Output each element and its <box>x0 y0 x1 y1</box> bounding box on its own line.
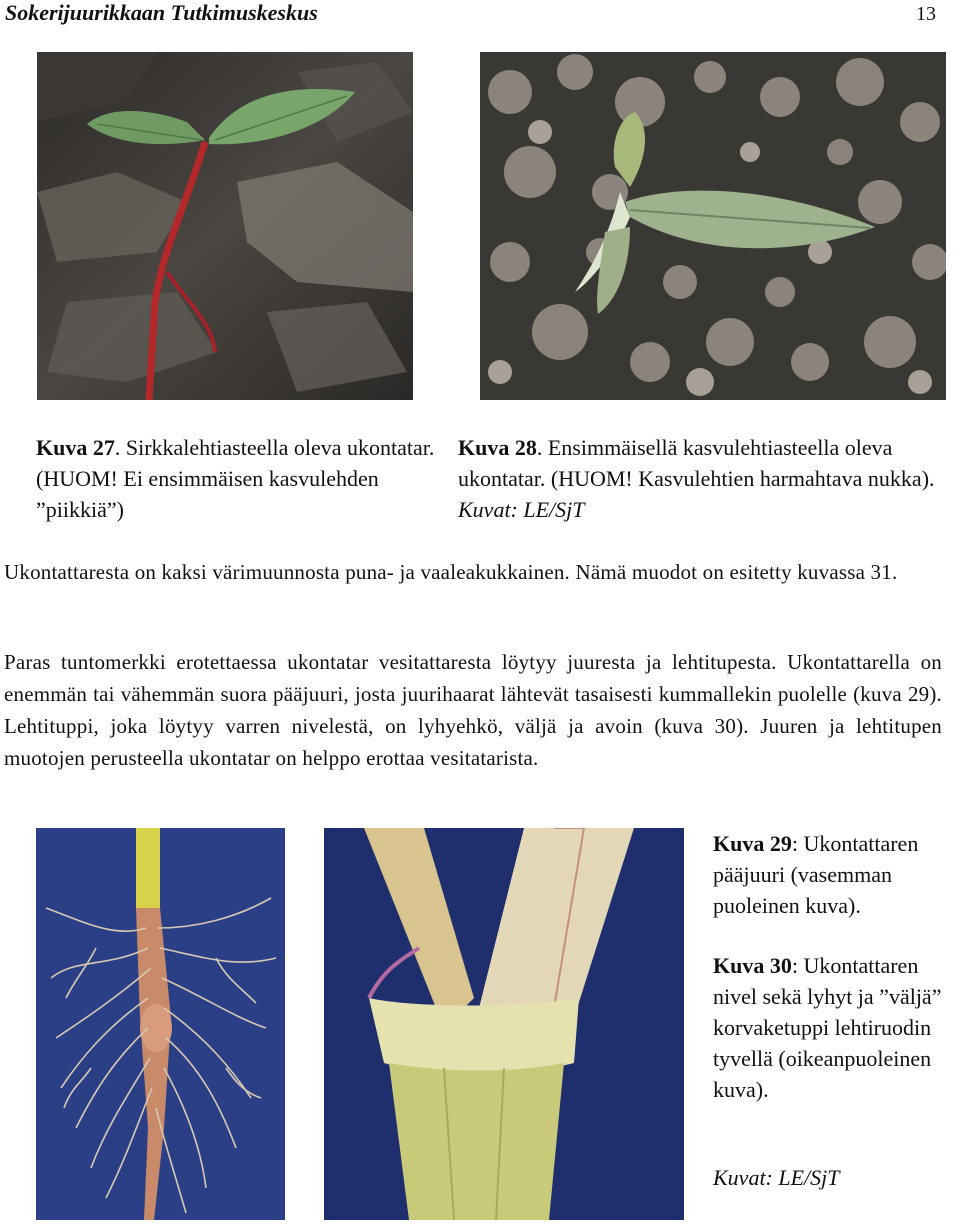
caption-kuva-27-text: . Sirkkalehtiasteella oleva ukontatar. (HUOM! Ei ensimmäisen kasvulehden ”piikkiä”) <box>36 435 435 522</box>
caption-kuva-28-credit: Kuvat: LE/SjT <box>458 497 585 522</box>
photo-kuva-29-taproot <box>36 828 285 1220</box>
page-number: 13 <box>916 3 936 25</box>
caption-kuva-28-text: . Ensimmäisellä kasvulehtiasteella oleva ukontatar. (HUOM! Kasvulehtien harmahtava nukka). <box>458 435 935 491</box>
paragraph-identification: Paras tuntomerkki erotettaessa ukontatar vesitattaresta löytyy juuresta ja lehtitupesta. Ukontattarella on enemmän tai vähemmän suora pääjuuri, josta juurihaarat lähtevät tasaisesti kummallekin puolelle (kuva 29). Lehtituppi, joka löytyy varren nivelestä, on lyhyehkö, väljä ja avoin (kuva 30). Juuren ja lehtitupen muotojen perusteella ukontatar on helppo erottaa vesitatarista. <box>4 650 942 770</box>
caption-kuva-28-label: Kuva 28 <box>458 435 537 460</box>
photo-kuva-28-first-leaf <box>480 52 946 400</box>
photo-credit-bottom: Kuvat: LE/SjT <box>713 1165 840 1190</box>
caption-kuva-27 <box>36 432 436 525</box>
caption-kuva-29-text: : Ukontattaren pääjuuri (vasemman puoleinen kuva). <box>713 831 919 918</box>
caption-kuva-30 <box>713 950 960 1105</box>
caption-kuva-27-label: Kuva 27 <box>36 435 115 460</box>
caption-kuva-30-text: : Ukontattaren nivel sekä lyhyt ja ”väljä” korvaketuppi lehtiruodin tyvellä (oikeanpuoleinen kuva). <box>713 953 942 1102</box>
caption-kuva-28 <box>458 432 938 525</box>
caption-kuva-29 <box>713 828 960 921</box>
caption-kuva-29-label: Kuva 29 <box>713 831 792 856</box>
caption-kuva-30-label: Kuva 30 <box>713 953 792 978</box>
paragraph-color-variants: Ukontattaresta on kaksi värimuunnosta puna- ja vaaleakukkainen. Nämä muodot on esitetty kuvassa 31. <box>4 560 898 584</box>
photo-kuva-27-seedling <box>37 52 413 400</box>
running-header-title: Sokerijuurikkaan Tutkimuskeskus <box>5 0 318 25</box>
photo-kuva-30-ochrea <box>324 828 684 1220</box>
